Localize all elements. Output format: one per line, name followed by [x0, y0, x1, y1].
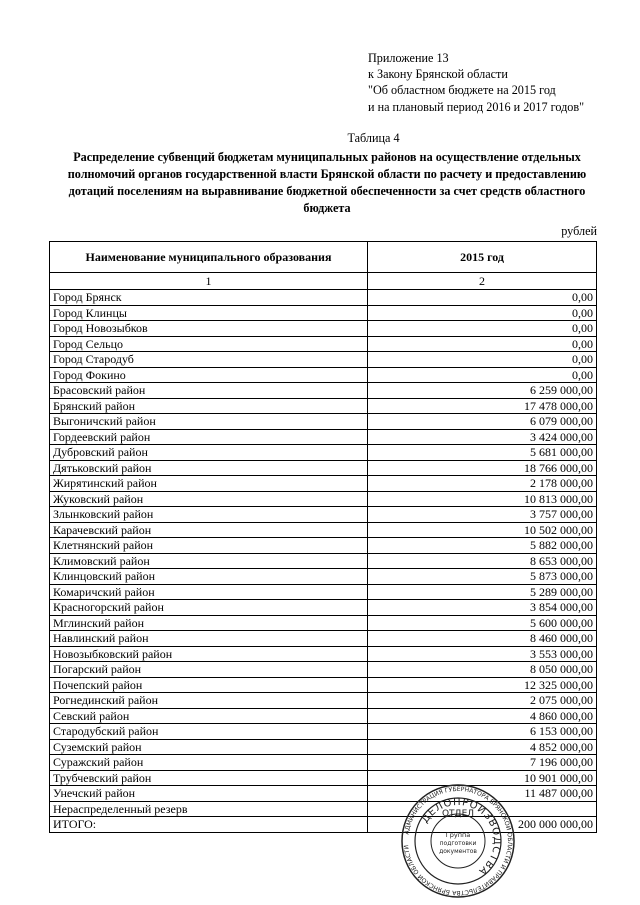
row-value: 200 000 000,00	[368, 817, 597, 833]
appendix-line: Приложение 13	[368, 51, 449, 65]
row-name: Новозыбковский район	[50, 646, 368, 662]
row-name: Город Новозыбков	[50, 321, 368, 337]
table-row	[50, 693, 597, 709]
table-row	[50, 460, 597, 476]
row-value: 6 259 000,00	[368, 383, 597, 399]
row-value: 5 882 000,00	[368, 538, 597, 554]
table-row	[50, 476, 597, 492]
row-name: Погарский район	[50, 662, 368, 678]
row-value: 0,00	[368, 305, 597, 321]
row-name: Мглинский район	[50, 615, 368, 631]
row-name: Красногорский район	[50, 600, 368, 616]
table-row	[50, 321, 597, 337]
row-value: 10 813 000,00	[368, 491, 597, 507]
row-name: Суземский район	[50, 739, 368, 755]
column-number-row	[50, 273, 597, 290]
table-row	[50, 739, 597, 755]
row-value: 0,00	[368, 352, 597, 368]
appendix-line: и на плановый период 2016 и 2017 годов"	[368, 99, 585, 114]
stamp-ring-text: АДМИНИСТРАЦИЯ ГУБЕРНАТОРА БРЯНСКОЙ ОБЛАСТИ И ПРАВИТЕЛЬСТВА БРЯНСКОЙ ОБЛАСТИ	[403, 785, 514, 897]
row-value: 5 289 000,00	[368, 584, 597, 600]
row-value: 3 757 000,00	[368, 507, 597, 523]
row-value: 3 553 000,00	[368, 646, 597, 662]
row-value: 17 478 000,00	[368, 398, 597, 414]
table-row	[50, 522, 597, 538]
row-value: 0,00	[368, 367, 597, 383]
row-name: Город Стародуб	[50, 352, 368, 368]
table-row	[50, 755, 597, 771]
table-row	[50, 383, 597, 399]
subsidy-table	[49, 241, 597, 833]
row-value: 5 681 000,00	[368, 445, 597, 461]
table-row	[50, 724, 597, 740]
row-name: Брасовский район	[50, 383, 368, 399]
row-name: Злынковский район	[50, 507, 368, 523]
appendix-line: к Закону Брянской области	[368, 67, 508, 82]
stamp-center-line: документов	[439, 848, 477, 855]
row-name: Жирятинский район	[50, 476, 368, 492]
row-name: Город Сельцо	[50, 336, 368, 352]
row-name: Гордеевский район	[50, 429, 368, 445]
table-row	[50, 600, 597, 616]
row-name: Нераспределенный резерв	[50, 801, 368, 817]
row-name: Карачевский район	[50, 522, 368, 538]
row-value: 5 873 000,00	[368, 569, 597, 585]
table-row	[50, 507, 597, 523]
table-row	[50, 553, 597, 569]
table-number: Таблица 4	[347, 131, 400, 145]
row-value: 3 424 000,00	[368, 429, 597, 445]
row-value: 10 901 000,00	[368, 770, 597, 786]
row-value: 8 460 000,00	[368, 631, 597, 647]
table-row	[50, 677, 597, 693]
row-name: Дятьковский район	[50, 460, 368, 476]
table-row	[50, 538, 597, 554]
row-value: 5 600 000,00	[368, 615, 597, 631]
row-name: Жуковский район	[50, 491, 368, 507]
table-row	[50, 615, 597, 631]
table-row	[50, 631, 597, 647]
table-row	[50, 290, 597, 306]
row-name: Брянский район	[50, 398, 368, 414]
row-value: 3 854 000,00	[368, 600, 597, 616]
column-number: 1	[50, 273, 368, 290]
table-row	[50, 708, 597, 724]
table-row	[50, 445, 597, 461]
stamp-center-line: Группа	[445, 831, 471, 839]
appendix-header	[368, 50, 584, 115]
table-row	[50, 352, 597, 368]
row-value: 12 325 000,00	[368, 677, 597, 693]
row-value: 10 502 000,00	[368, 522, 597, 538]
row-value: 0,00	[368, 290, 597, 306]
table-row	[50, 398, 597, 414]
official-stamp	[400, 783, 516, 899]
table-row	[50, 584, 597, 600]
stamp-center-top: ОТДЕЛ	[441, 809, 475, 819]
row-value: 2 075 000,00	[368, 693, 597, 709]
row-name: Севский район	[50, 708, 368, 724]
table-row	[50, 429, 597, 445]
row-value: 2 178 000,00	[368, 476, 597, 492]
row-name: Унечский район	[50, 786, 368, 802]
header-name: Наименование муниципального образования	[50, 242, 368, 273]
row-name: Город Клинцы	[50, 305, 368, 321]
row-name: Почепский район	[50, 677, 368, 693]
row-name: Рогнединский район	[50, 693, 368, 709]
row-value: 4 852 000,00	[368, 739, 597, 755]
row-value: 0,00	[368, 321, 597, 337]
row-name: Стародубский район	[50, 724, 368, 740]
row-name: Дубровский район	[50, 445, 368, 461]
table-row	[50, 491, 597, 507]
table-header-row	[50, 242, 597, 273]
row-value: 8 050 000,00	[368, 662, 597, 678]
stamp-center-line: подготовки	[439, 840, 477, 847]
document-title: Распределение субвенций бюджетам муниципальных районов на осуществление отдельных полномочий органов государственной власти Брянской области по расчету и предоставлению дотаций поселениям на выравнивание бюджетной обеспеченности за счет средств областного бюджета	[67, 150, 587, 215]
row-value: 8 653 000,00	[368, 553, 597, 569]
row-name: Клинцовский район	[50, 569, 368, 585]
table-row	[50, 414, 597, 430]
table-row	[50, 646, 597, 662]
row-value: 7 196 000,00	[368, 755, 597, 771]
row-value: 6 079 000,00	[368, 414, 597, 430]
row-name: Клетнянский район	[50, 538, 368, 554]
row-name: Трубчевский район	[50, 770, 368, 786]
row-value: 6 153 000,00	[368, 724, 597, 740]
row-name: Выгоничский район	[50, 414, 368, 430]
row-name: Климовский район	[50, 553, 368, 569]
row-name: ИТОГО:	[50, 817, 368, 833]
table-row	[50, 569, 597, 585]
column-number: 2	[368, 273, 597, 290]
row-name: Город Брянск	[50, 290, 368, 306]
row-name: Суражский район	[50, 755, 368, 771]
unit-label: рублей	[561, 224, 597, 238]
row-value: 18 766 000,00	[368, 460, 597, 476]
row-name: Комаричский район	[50, 584, 368, 600]
table-row	[50, 367, 597, 383]
table-row	[50, 305, 597, 321]
row-value: 4 860 000,00	[368, 708, 597, 724]
appendix-line: "Об областном бюджете на 2015 год	[368, 83, 556, 98]
row-value: 0,00	[368, 336, 597, 352]
header-year: 2015 год	[368, 242, 597, 273]
row-name: Навлинский район	[50, 631, 368, 647]
table-row	[50, 662, 597, 678]
row-name: Город Фокино	[50, 367, 368, 383]
row-value: 11 487 000,00	[368, 786, 597, 802]
table-row	[50, 336, 597, 352]
stamp-arc-text: ДЕЛОПРОИЗВОДСТВА	[419, 796, 503, 878]
